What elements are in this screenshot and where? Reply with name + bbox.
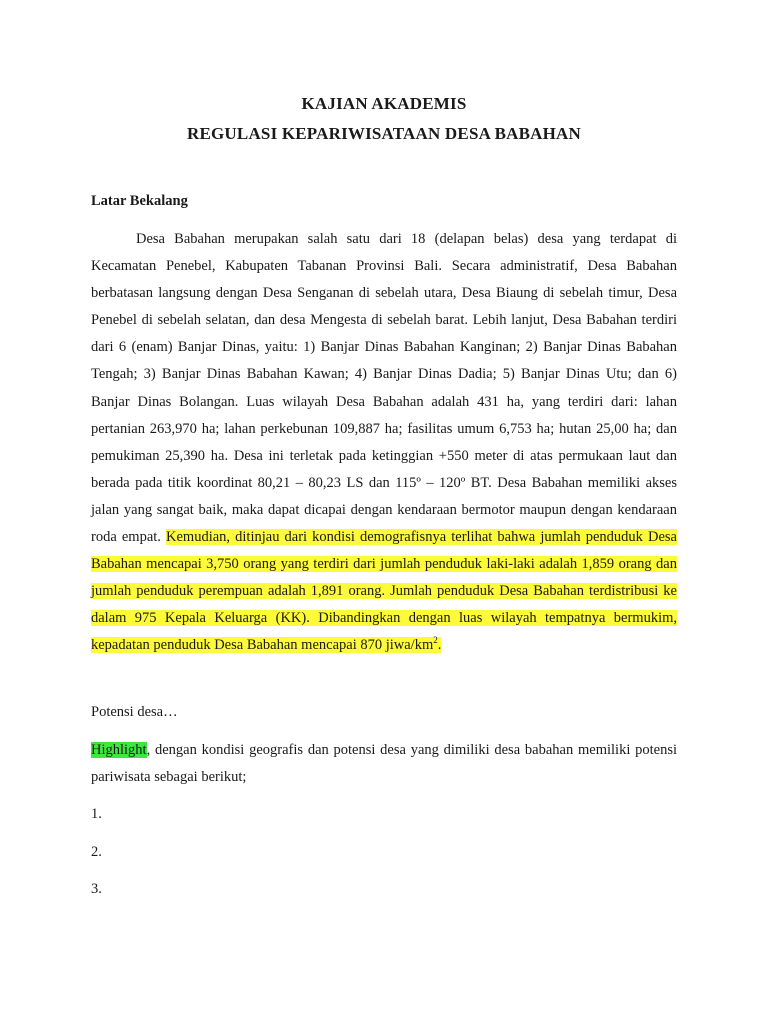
list-item: 3. xyxy=(91,881,102,897)
potensi-paragraph-text: , dengan kondisi geografis dan potensi desa yang dimiliki desa babahan memiliki potensi pariwisata sebagai berikut; xyxy=(91,742,677,786)
potensi-paragraph xyxy=(91,737,677,791)
background-paragraph xyxy=(91,226,677,660)
list-item: 2. xyxy=(91,844,102,860)
superscript-2: 2 xyxy=(433,635,438,646)
paragraph-end-period: . xyxy=(437,637,442,654)
potensi-label: Potensi desa… xyxy=(91,704,178,720)
green-highlight-word: Highlight xyxy=(91,742,147,758)
paragraph-plain-text: Desa Babahan merupakan salah satu dari 18 (delapan belas) desa yang terdapat di Kecamatan Penebel, Kabupaten Tabanan Provinsi Bali. Secara administratif, Desa Babahan berbatasan langsung dengan Desa Senganan di sebelah utara, Desa Biaung di sebelah timur, Desa Penebel di sebelah selatan, dan desa Mengesta di sebelah barat. Lebih lanjut, Desa Babahan terdiri dari 6 (enam) Banjar Dinas, yaitu: 1) Banjar Dinas Babahan Kanginan; 2) Banjar Dinas Babahan Tengah; 3) Banjar Dinas Babahan Kawan; 4) Banjar Dinas Dadia; 5) Banjar Dinas Utu; dan 6) Banjar Dinas Bolangan. Luas wilayah Desa Babahan adalah 431 ha, yang terdiri dari: lahan pertanian 263,970 ha; lahan perkebunan 109,887 ha; fasilitas umum 6,753 ha; hutan 25,00 ha; dan pemukiman 25,390 ha. Desa ini terletak pada ketinggian +550 meter di atas permukaan laut dan berada pada titik koordinat 80,21 – 80,23 LS dan 115º – 120º BT. Desa Babahan memiliki akses jalan yang sangat baik, maka dapat dicapai dengan kendaraan bermotor maupun dengan kendaraan roda empat. xyxy=(91,231,677,546)
section-heading: Latar Bekalang xyxy=(91,193,188,209)
document-title: KAJIAN AKADEMIS xyxy=(301,94,467,113)
document-subtitle: REGULASI KEPARIWISATAAN DESA BABAHAN xyxy=(186,124,582,143)
highlighted-text xyxy=(91,529,677,653)
list-item: 1. xyxy=(91,806,102,822)
highlighted-demographics-text: Kemudian, ditinjau dari kondisi demografisnya terlihat bahwa jumlah penduduk Desa Babahan mencapai 3,750 orang yang terdiri dari jumlah penduduk laki-laki adalah 1,859 orang dan jumlah penduduk perempuan adalah 1,891 orang. Jumlah penduduk Desa Babahan terdistribusi ke dalam 975 Kepala Keluarga (KK). Dibandingkan dengan luas wilayah tempatnya bermukim, kepadatan penduduk Desa Babahan mencapai 870 jiwa/km xyxy=(91,529,677,654)
